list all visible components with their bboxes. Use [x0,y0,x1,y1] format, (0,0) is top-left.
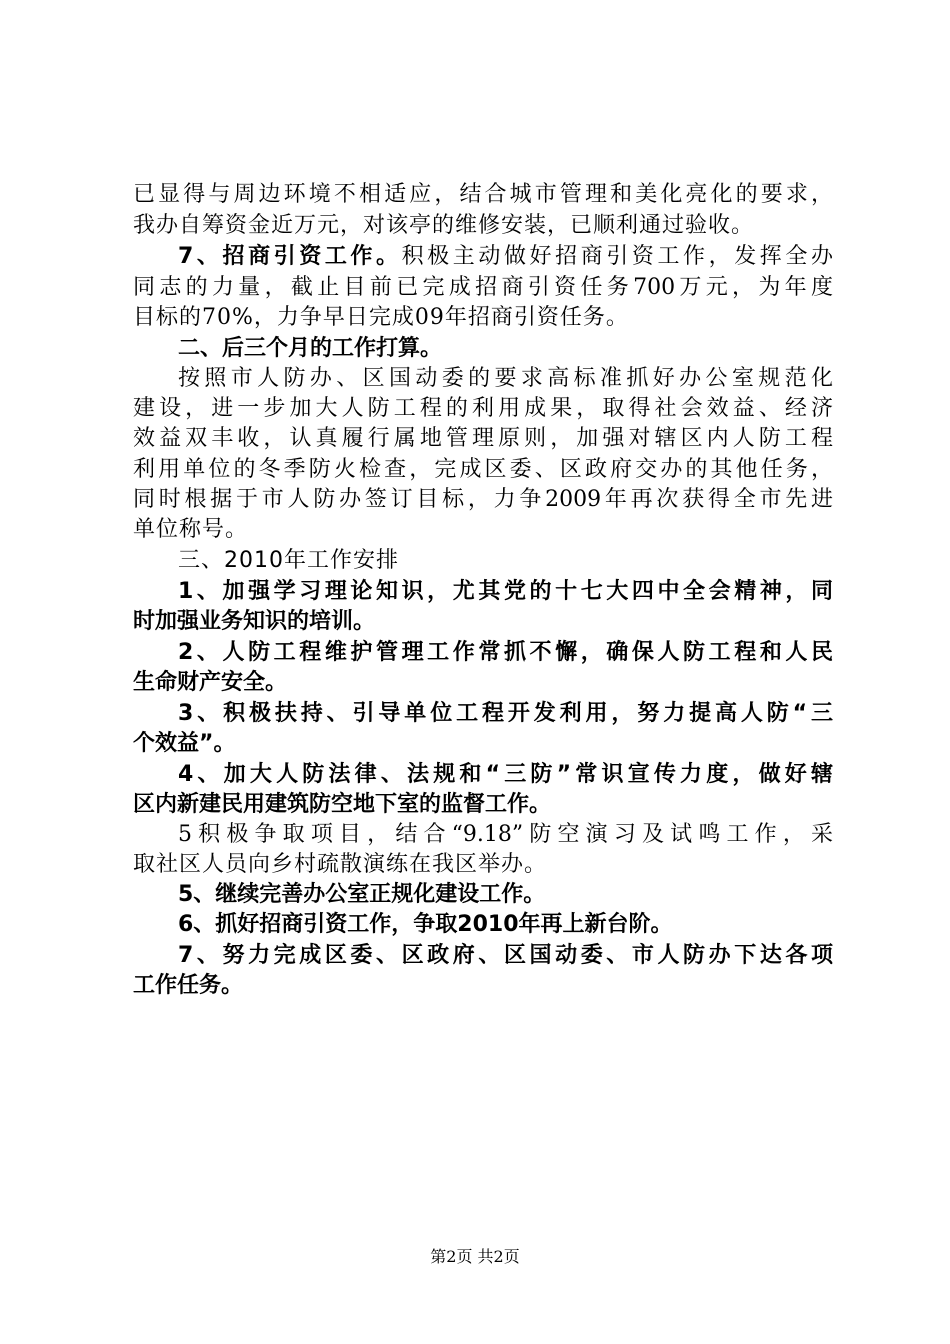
text-line: 利用单位的冬季防火检查，完成区委、区政府交办的其他任务， [133,457,833,482]
text-line: 建设，进一步加大人防工程的利用成果，取得社会效益、经济 [133,396,833,421]
text-line: 7、努力完成区委、区政府、区国动委、市人防办下达各项 [178,943,833,968]
text-line: 生命财产安全。 [133,670,288,695]
text-line: 个效益”。 [133,731,236,756]
text-line: 同志的力量，截止目前已完成招商引资任务700万元，为年度 [133,275,833,300]
text-line: 已显得与周边环境不相适应，结合城市管理和美化亮化的要求， [133,182,833,207]
text-line: 同时根据于市人防办签订目标，力争2009年再次获得全市先进 [133,487,833,512]
text-line: 5、继续完善办公室正规化建设工作。 [178,882,546,907]
text-line: 区内新建民用建筑防空地下室的监督工作。 [133,792,552,817]
text-line: 6、抓好招商引资工作，争取2010年再上新台阶。 [178,912,673,937]
text-line: 效益双丰收，认真履行属地管理原则，加强对辖区内人防工程 [133,426,833,451]
text-line: 单位称号。 [133,517,249,542]
text-line: 我办自筹资金近万元，对该亭的维修安装，已顺利通过验收。 [133,213,755,238]
text-span: 积极主动做好招商引资工作，发挥全办 [401,244,833,269]
text-line [178,242,833,272]
section-heading: 二、后三个月的工作打算。 [178,336,443,361]
text-line: 5积极争取项目，结合“9.18”防空演习及试鸣工作，采 [178,822,833,847]
text-line: 2、人防工程维护管理工作常抓不懈，确保人防工程和人民 [178,640,833,665]
page-footer: 第2页 共2页 [430,1247,520,1266]
text-line: 工作任务。 [133,973,244,998]
text-line: 取社区人员向乡村疏散演练在我区举办。 [133,852,548,877]
text-line: 时加强业务知识的培训。 [133,609,376,634]
text-line: 按照市人防办、区国动委的要求高标准抓好办公室规范化 [178,366,833,391]
item-heading: 7、招商引资工作。 [178,244,402,269]
text-line: 3、积极扶持、引导单位工程开发利用，努力提高人防“三 [178,701,833,726]
text-line: 目标的70%，力争早日完成09年招商引资任务。 [133,305,629,330]
section-heading: 三、2010年工作安排 [178,548,399,573]
text-line: 4、加大人防法律、法规和“三防”常识宣传力度，做好辖 [178,762,833,787]
text-line: 1、加强学习理论知识，尤其党的十七大四中全会精神，同 [178,579,833,604]
